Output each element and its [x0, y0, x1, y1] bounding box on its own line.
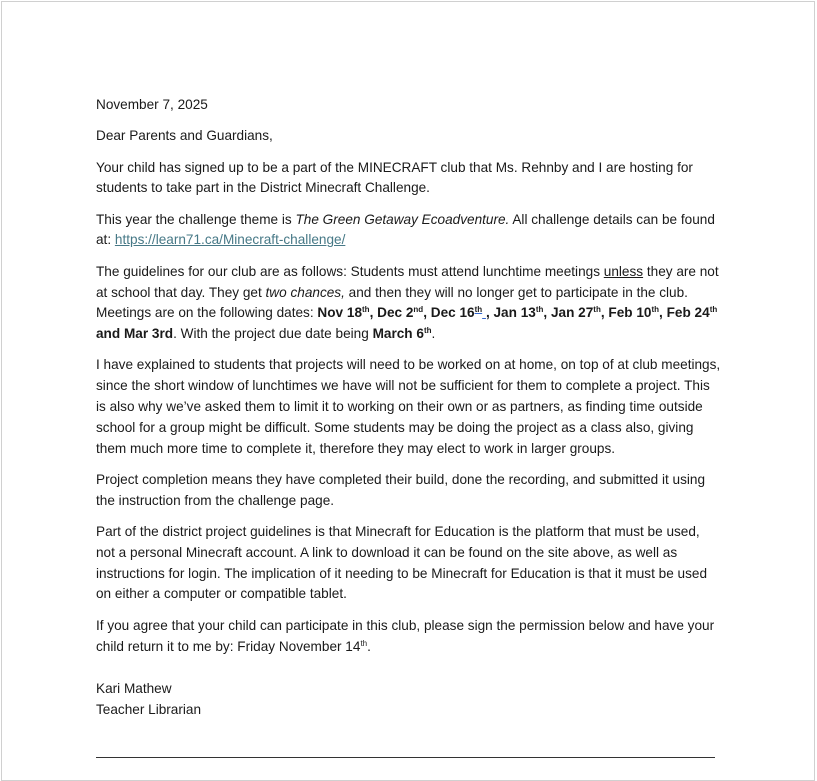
unless-word: unless	[603, 263, 644, 279]
meeting-date: Jan 27th	[550, 305, 601, 321]
salutation: Dear Parents and Guardians,	[96, 128, 273, 144]
signature-name: Kari Mathew	[96, 681, 172, 697]
meeting-date: Jan 13th	[493, 305, 544, 321]
paragraph-completion: Project completion means they have completed their build, done the recording, and submitted it using the instruction from the challenge page.	[96, 471, 706, 508]
paragraph-permission: If you agree that your child can participate in this club, please sign the permission below and have your child return it to me by: Friday November 14th.	[96, 617, 715, 654]
theme-name: The Green Getaway Ecoadventure.	[295, 211, 510, 227]
meeting-dates: Nov 18th, Dec 2nd, Dec 16th , Jan 13th, Jan 27th, Feb 10th, Feb 24th and Mar 3rd	[96, 305, 718, 342]
theme-tail: All challenge details can be found at:	[96, 211, 715, 248]
signature-title: Teacher Librarian	[96, 702, 202, 718]
letter-body	[96, 95, 722, 721]
guidelines-c: and then they will no longer get to participate in the club. Meetings are on the following dates:	[96, 284, 688, 321]
paragraph-intro: Your child has signed up to be a part of the MINECRAFT club that Ms. Rehnby and I are hosting for students to take part in the District Minecraft Challenge.	[96, 159, 693, 196]
paragraph-homework: I have explained to students that projects will need to be worked on at home, on top of at club meetings, since the short window of lunchtimes we have will not be sufficient for them to complete a project. This is also why we’ve asked them to limit it to working on their own or as partners, as finding time outside school for a group might be difficult. Some students may be doing the project as a class also, giving them much more time to complete it, therefore they may elect to work in larger groups.	[96, 357, 721, 456]
signature-block	[96, 679, 722, 721]
meeting-date: Dec 16th	[430, 305, 483, 321]
meeting-date: Dec 2nd	[377, 305, 424, 321]
paragraph-theme	[96, 210, 722, 252]
meeting-date: Feb 24th	[666, 305, 718, 321]
due-date: March 6th	[372, 326, 432, 342]
signature-line	[96, 757, 715, 758]
letter-date: November 7, 2025	[96, 97, 208, 112]
meeting-date: Mar 3rd	[123, 326, 174, 342]
meeting-date: Feb 10th	[608, 305, 660, 321]
theme-lead: This year the challenge theme is	[96, 211, 296, 227]
guidelines-a: The guidelines for our club are as follows: Students must attend lunchtime meetings	[96, 263, 604, 279]
challenge-link[interactable]: https://learn71.ca/Minecraft-challenge/	[114, 232, 346, 248]
paragraph-platform: Part of the district project guidelines is that Minecraft for Education is the platform that must be used, not a personal Minecraft account. A link to download it can be found on the site above, as well as instructions for login. The implication of it needing to be Minecraft for Education is that it must be used on either a computer or compatible tablet.	[96, 524, 708, 602]
meeting-date: Nov 18th	[317, 305, 370, 321]
guidelines-b: they are not at school that day. They get	[96, 263, 719, 300]
paragraph-guidelines: The guidelines for our club are as follows: Students must attend lunchtime meetings unless they are not at school that day. They get two chances, and then they will no longer get to participate in the club. Meetings are on the following dates: Nov 18th, Dec 2nd, Dec 16th , Jan 13th, Jan 27th, Feb 10th, Feb 24th and Mar 3rd. With the project due date being March 6th.	[96, 263, 719, 342]
two-chances: two chances,	[265, 284, 345, 300]
guidelines-d: . With the project due date being	[173, 326, 373, 342]
